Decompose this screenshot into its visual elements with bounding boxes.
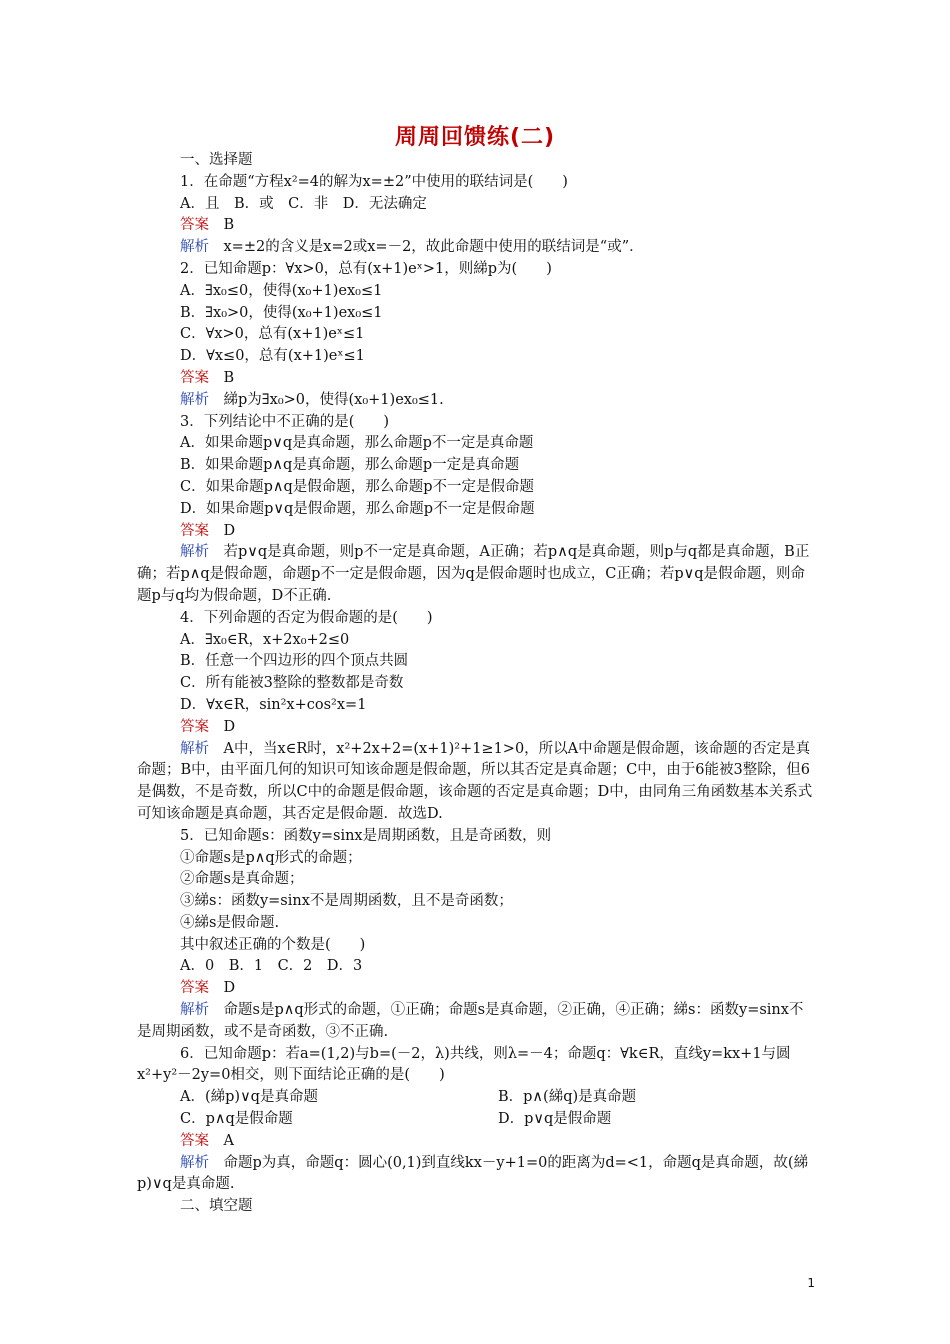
analysis-label: 解析 — [180, 1002, 209, 1019]
analysis-line — [137, 1153, 816, 1197]
options-row — [137, 1087, 816, 1109]
analysis-label: 解析 — [180, 740, 209, 757]
options-row — [137, 1109, 816, 1131]
analysis-line — [137, 1000, 816, 1044]
option-b: B．∃x₀>0，使得(x₀+1)ex₀≤1 — [180, 304, 383, 321]
option-b: B．p∧(綈q)是真命题 — [498, 1089, 637, 1106]
analysis-line — [137, 739, 816, 826]
analysis-line — [137, 237, 816, 259]
option-a: A．如果命题p∨q是真命题，那么命题p不一定是真命题 — [180, 435, 534, 452]
analysis-text: 命题s是p∧q形式的命题，①正确；命题s是真命题，②正确，④正确；綈s：函数y=sinx不是周期函数，或不是奇函数，③不正确. — [137, 1002, 804, 1040]
analysis-line — [137, 542, 816, 607]
analysis-label: 解析 — [180, 1154, 209, 1171]
answer-line — [137, 1131, 816, 1153]
option-b: B．如果命题p∧q是真命题，那么命题p一定是真命题 — [180, 457, 520, 474]
analysis-text: x=±2的含义是x=2或x=－2，故此命题中使用的联结词是“或”． — [223, 239, 644, 256]
answer-value: B — [223, 369, 235, 386]
option-a: A．∃x₀≤0，使得(x₀+1)ex₀≤1 — [180, 282, 383, 299]
statement-item: ①命题s是p∧q形式的命题； — [180, 849, 362, 866]
option-a: A．∃x₀∈R，x+2x₀+2≤0 — [180, 631, 350, 648]
question-stem: 3．下列结论中不正确的是( ) — [180, 413, 390, 430]
option-d: D．∀x≤0，总有(x+1)eˣ≤1 — [180, 348, 365, 365]
answer-value: D — [223, 718, 236, 735]
page-number: 1 — [807, 1276, 815, 1290]
option-c: C．所有能被3整除的整数都是奇数 — [180, 675, 404, 692]
question-prompt: 其中叙述正确的个数是( ) — [180, 936, 366, 953]
analysis-label: 解析 — [180, 391, 209, 408]
analysis-label: 解析 — [180, 239, 209, 256]
question-stem: 5．已知命题s：函数y=sinx是周期函数，且是奇函数，则 — [180, 827, 552, 844]
answer-value: D — [223, 522, 236, 539]
statement-item: ③綈s：函数y=sinx不是周期函数，且不是奇函数； — [180, 893, 513, 910]
option-c: C．∀x>0，总有(x+1)eˣ≤1 — [180, 326, 365, 343]
answer-line — [137, 717, 816, 739]
analysis-text: A中，当x∈R时，x²+2x+2=(x+1)²+1≥1>0，所以A中命题是假命题，该命题的否定是真命题；B中，由平面几何的知识可知该命题是假命题，所以其否定是真命题；C中，由于6能被3整除，但6是偶数，不是奇数，所以C中的命题是假命题，该命题的否定是真命题；D中，由同角三角函数基本关系式可知该命题是真命题，其否定是假命题．故选D. — [137, 740, 813, 822]
answer-line — [137, 368, 816, 390]
option-d: D．∀x∈R，sin²x+cos²x=1 — [180, 696, 367, 713]
statement-item: ④綈s是假命题. — [180, 914, 280, 931]
question-options: A．且 B．或 C．非 D．无法确定 — [180, 195, 427, 212]
analysis-text: 命题p为真，命题q：圆心(0,1)到直线kx－y+1=0的距离为d=<1，命题q是真命题，故(綈p)∨q是真命题. — [137, 1154, 809, 1193]
document-body — [137, 150, 816, 1218]
answer-label: 答案 — [180, 718, 209, 735]
answer-label: 答案 — [180, 980, 209, 997]
option-a: A．(綈p)∨q是真命题 — [180, 1089, 318, 1106]
option-c: C．p∧q是假命题 — [180, 1111, 293, 1128]
answer-label: 答案 — [180, 522, 209, 539]
question-stem: 2．已知命题p：∀x>0，总有(x+1)eˣ>1，则綈p为( ) — [180, 260, 552, 277]
page-title: 周周回馈练(二) — [394, 125, 556, 150]
analysis-text: 若p∨q是真命题，则p不一定是真命题，A正确；若p∧q是真命题，则p与q都是真命题，B正确；若p∧q是假命题，命题p不一定是假命题，因为q是假命题时也成立，C正确；若p∨q是假命题，则命题p与q均为假命题，D不正确. — [137, 544, 810, 604]
analysis-line — [137, 390, 816, 412]
answer-value: A — [223, 1132, 234, 1149]
answer-label: 答案 — [180, 369, 209, 386]
answer-line — [137, 521, 816, 543]
question-stem: 6．已知命题p：若a=(1,2)与b=(－2，λ)共线，则λ=－4；命题q：∀k∈R，直线y=kx+1与圆x²+y²－2y=0相交，则下面结论正确的是( ) — [137, 1045, 791, 1084]
option-d: D．如果命题p∨q是假命题，那么命题p不一定是假命题 — [180, 500, 535, 517]
analysis-text: 綈p为∃x₀>0，使得(x₀+1)ex₀≤1. — [223, 391, 444, 408]
answer-value: B — [223, 217, 235, 234]
question-stem: 1．在命题“方程x²=4的解为x=±2”中使用的联结词是( ) — [180, 173, 568, 190]
answer-label: 答案 — [180, 217, 209, 234]
statement-item: ②命题s是真命题； — [180, 871, 304, 888]
option-b: B．任意一个四边形的四个顶点共圆 — [180, 653, 409, 670]
answer-value: D — [223, 980, 236, 997]
section-heading: 一、选择题 — [180, 152, 253, 168]
analysis-label: 解析 — [180, 544, 209, 561]
answer-line — [137, 215, 816, 237]
option-d: D．p∨q是假命题 — [498, 1111, 612, 1128]
answer-line — [137, 978, 816, 1000]
question-options: A．0 B．1 C．2 D．3 — [180, 958, 363, 975]
section-heading: 二、填空题 — [180, 1198, 253, 1215]
question-stem: 4．下列命题的否定为假命题的是( ) — [180, 609, 433, 626]
answer-label: 答案 — [180, 1132, 209, 1149]
option-c: C．如果命题p∧q是假命题，那么命题p不一定是假命题 — [180, 478, 535, 495]
